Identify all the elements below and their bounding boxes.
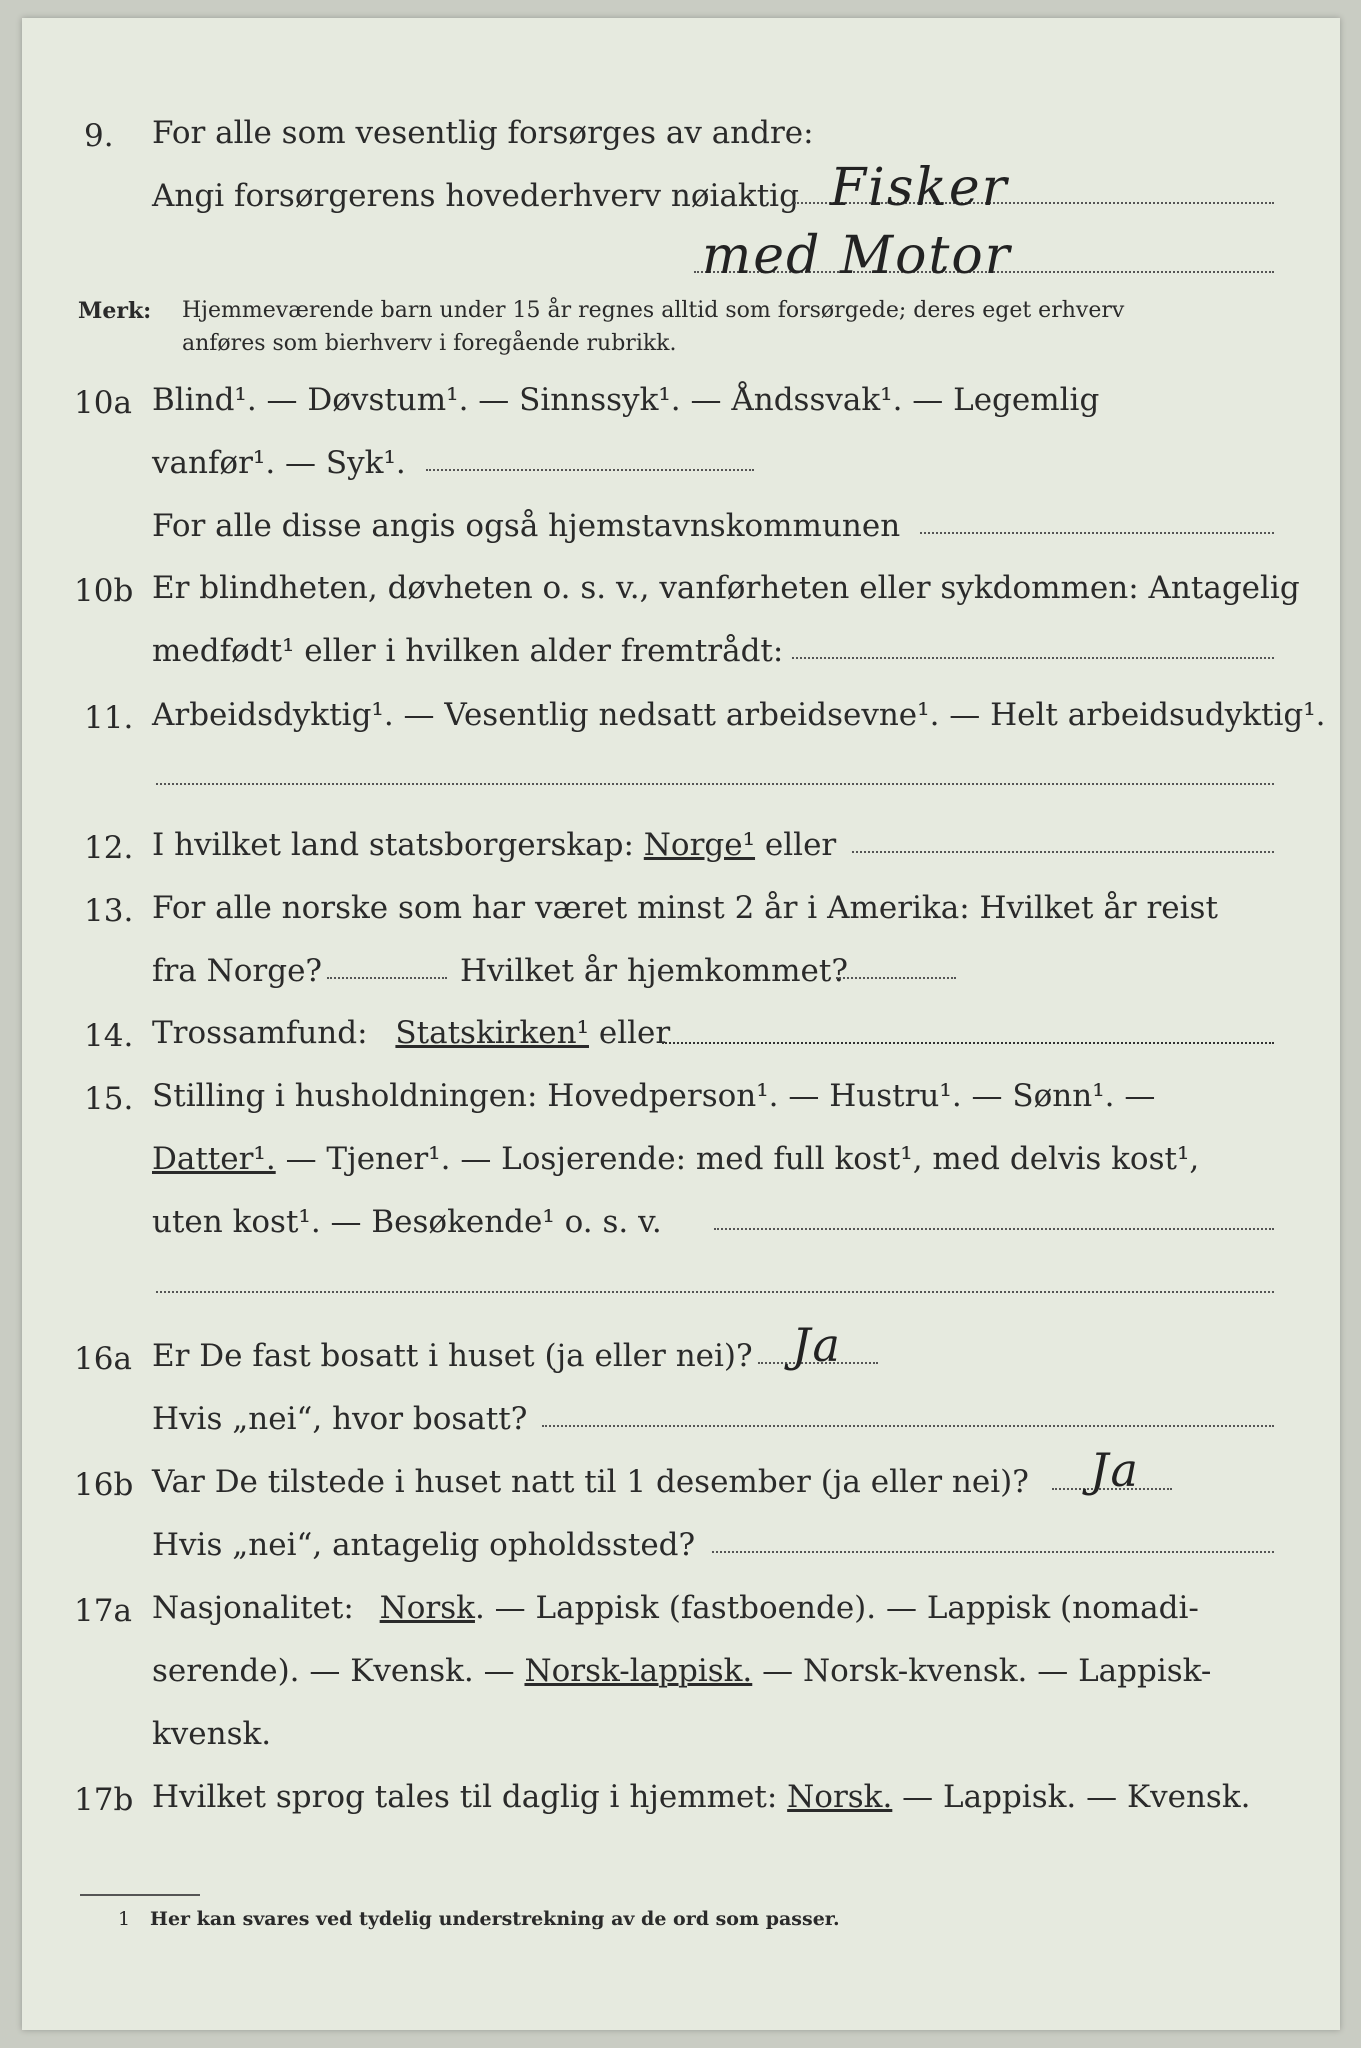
q15-line1: Stilling i husholdningen: Hovedperson¹. — Hustru¹. — Sønn¹. — <box>152 1078 1156 1114</box>
q15-answer-line1 <box>714 1228 1274 1230</box>
q9-number: 9. <box>84 118 114 154</box>
q11-line1: Arbeidsdyktig¹. — Vesentlig nedsatt arbeidsevne¹. — Helt arbeidsudyktig¹. <box>152 697 1326 733</box>
q10b-line1: Er blindheten, døvheten o. s. v., vanførheten eller sykdommen: Antagelig <box>152 570 1300 606</box>
q16a-line2: Hvis „nei“, hvor bosatt? <box>152 1401 528 1437</box>
merk-label: Merk: <box>78 298 152 324</box>
q17a-number: 17a <box>74 1593 132 1629</box>
q10b-answer-line <box>792 657 1274 659</box>
q16b-line1: Var De tilstede i huset natt til 1 desember (ja eller nei)? <box>152 1464 1029 1500</box>
q13-hjemkommet-line <box>836 977 956 979</box>
q10b-number: 10b <box>74 573 134 609</box>
q12-number: 12. <box>84 830 134 866</box>
q15-answer-line2 <box>156 1291 1274 1293</box>
q17a-line3: kvensk. <box>152 1716 272 1752</box>
q13-reist-line <box>327 977 447 979</box>
q10b-line2: medfødt¹ eller i hvilken alder fremtrådt: <box>152 633 784 669</box>
q16b-number: 16b <box>74 1467 134 1503</box>
q15-line2 <box>152 1141 1200 1177</box>
q9-line1: For alle som vesentlig forsørges av andre: <box>152 115 814 151</box>
q12-prefix: I hvilket land statsborgerskap: <box>152 827 634 863</box>
q12-suffix: eller <box>764 827 837 863</box>
q16b-opholdssted-line <box>712 1551 1274 1553</box>
footnote-text: Her kan svares ved tydelig understrekning av de ord som passer. <box>150 1908 840 1930</box>
q14-suffix: eller <box>598 1015 671 1051</box>
q17b-prefix: Hvilket sprog tales til daglig i hjemmet: <box>152 1779 778 1815</box>
q14-underlined: Statskirken¹ <box>395 1015 589 1051</box>
q13-line2a: fra Norge? <box>152 953 323 989</box>
q10a-line1: Blind¹. — Døvstum¹. — Sinnssyk¹. — Åndssvak¹. — Legemlig <box>152 382 1100 418</box>
q16b-handwritten-answer: Ja <box>1090 1443 1140 1497</box>
q14-number: 14. <box>84 1018 134 1054</box>
q9-handwritten-answer2: med Motor <box>702 226 1012 286</box>
q17a-line2a: serende). — Kvensk. — <box>152 1653 515 1689</box>
census-form-page <box>22 18 1340 2030</box>
q16a-handwritten-answer: Ja <box>792 1318 842 1372</box>
merk-line2: anføres som bierhverv i foregående rubrikk. <box>182 331 677 356</box>
q9-line2: Angi forsørgerens hovederhverv nøiaktig <box>152 178 799 214</box>
q16b-line2: Hvis „nei“, antagelig opholdssted? <box>152 1527 696 1563</box>
q10a-line3: For alle disse angis også hjemstavnskommunen <box>152 508 901 544</box>
q16a-bosatt-line <box>542 1425 1274 1427</box>
q15-line3: uten kost¹. — Besøkende¹ o. s. v. <box>152 1204 662 1240</box>
q14-answer-line <box>662 1042 1274 1044</box>
q17a-line2 <box>152 1653 1212 1689</box>
q17b-suffix: — Lappisk. — Kvensk. <box>902 1779 1251 1815</box>
q13-number: 13. <box>84 893 134 929</box>
q10a-answer-line <box>426 469 754 471</box>
q10a-line2: vanfør¹. — Syk¹. <box>152 445 406 481</box>
q11-answer-line <box>156 783 1274 785</box>
footnote-rule <box>80 1894 200 1896</box>
q16a-line1: Er De fast bosatt i huset (ja eller nei)? <box>152 1338 753 1374</box>
q13-line1: For alle norske som har været minst 2 år i Amerika: Hvilket år reist <box>152 890 1218 926</box>
q12-underlined: Norge¹ <box>643 827 756 863</box>
q17b-number: 17b <box>74 1782 134 1818</box>
q17a-line2-underlined: Norsk-lappisk. <box>524 1653 753 1689</box>
q12-answer-line <box>852 851 1274 853</box>
footnote-mark: 1 <box>118 1908 131 1930</box>
q15-number: 15. <box>84 1081 134 1117</box>
q17a-line1a: Nasjonalitet: <box>152 1590 354 1626</box>
q15-line2a-underlined: Datter¹. <box>152 1141 276 1177</box>
q10a-number: 10a <box>74 385 132 421</box>
q10a-hjemstavn-line <box>920 532 1274 534</box>
q14-line <box>152 1015 671 1051</box>
q17b-underlined: Norsk. <box>787 1779 893 1815</box>
q13-line2b: Hvilket år hjemkommet? <box>460 953 848 989</box>
merk-line1: Hjemmeværende barn under 15 år regnes alltid som forsørgede; deres eget erhverv <box>182 298 1125 323</box>
q17a-line1b: . — Lappisk (fastboende). — Lappisk (nomadi- <box>474 1590 1199 1626</box>
q11-number: 11. <box>84 700 134 736</box>
q14-prefix: Trossamfund: <box>152 1015 368 1051</box>
q17b-line <box>152 1779 1251 1815</box>
q12-line <box>152 827 837 863</box>
q17a-line1-underlined: Norsk <box>379 1590 475 1626</box>
q15-line2b: — Tjener¹. — Losjerende: med full kost¹, med delvis kost¹, <box>285 1141 1200 1177</box>
q9-handwritten-answer1: Fisker <box>830 158 1009 218</box>
q17a-line2b: — Norsk-kvensk. — Lappisk- <box>762 1653 1212 1689</box>
q17a-line1 <box>152 1590 1199 1626</box>
q16a-number: 16a <box>74 1341 132 1377</box>
